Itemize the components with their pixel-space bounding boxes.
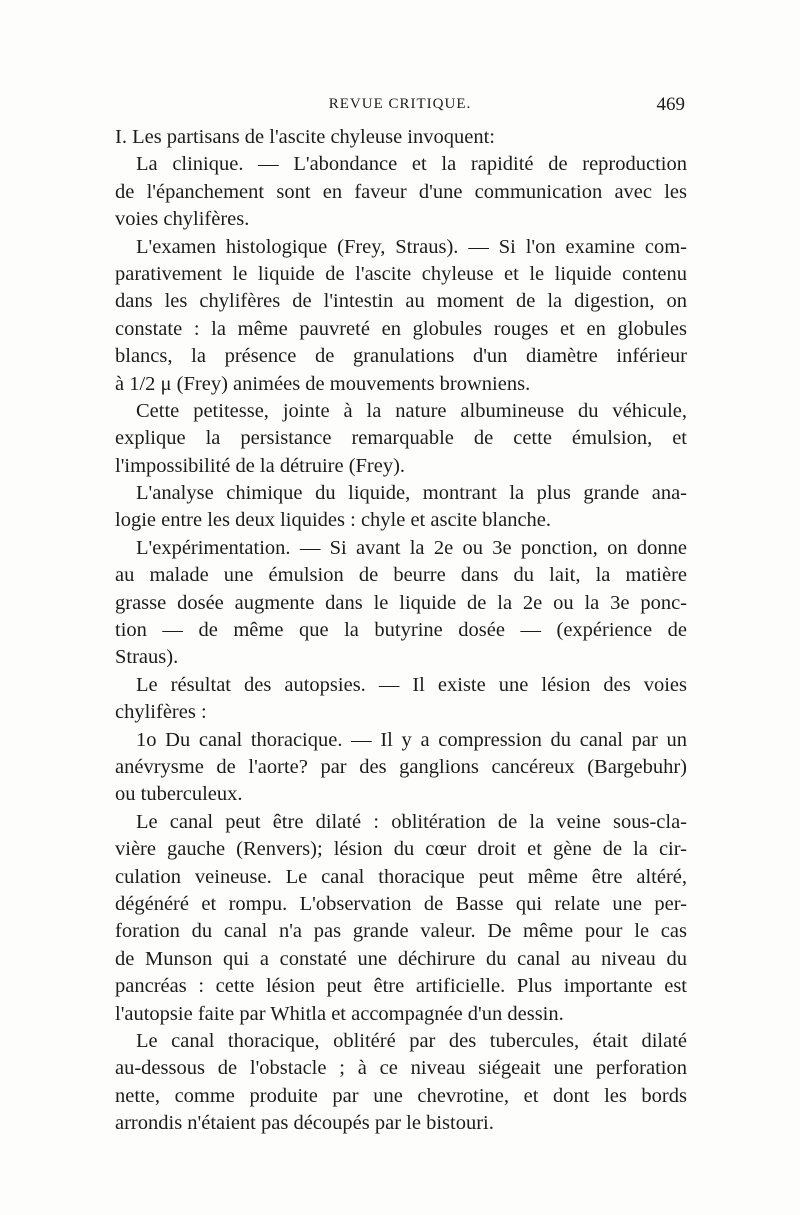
text-line: L'examen histologique (Frey, Straus). — Si l'on examine com- [136, 235, 687, 258]
text-line: logie entre les deux liquides : chyle et ascite blanche. [115, 509, 552, 532]
text-line: au malade une émulsion de beurre dans du lait, la matière [115, 564, 687, 587]
page-number: 469 [656, 94, 685, 115]
text-line: Le résultat des autopsies. — Il existe une lésion des voies [136, 673, 687, 696]
text-line: constate : la même pauvreté en globules rouges et en globules [115, 317, 687, 340]
text-line: culation veineuse. Le canal thoracique peut même être altéré, [115, 865, 687, 888]
text-line: chylifères : [115, 701, 207, 724]
text-line: l'impossibilité de la détruire (Frey). [115, 454, 406, 477]
text-line: 1o Du canal thoracique. — Il y a compression du canal par un [136, 728, 687, 751]
text-line: vière gauche (Renvers); lésion du cœur droit et gène de la cir- [115, 838, 687, 861]
text-line: I. Les partisans de l'ascite chyleuse invoquent: [115, 126, 495, 148]
text-line: Le canal thoracique, oblitéré par des tubercules, était dilaté [136, 1029, 687, 1052]
body-text [115, 124, 687, 1137]
text-line: pancréas : cette lésion peut être artificielle. Plus importante est [115, 975, 687, 998]
text-line: L'analyse chimique du liquide, montrant la plus grande ana- [136, 482, 687, 505]
text-line: explique la persistance remarquable de cette émulsion, et [115, 427, 687, 450]
text-line: voies chylifères. [115, 208, 250, 231]
text-line: blancs, la présence de granulations d'un diamètre inférieur [115, 345, 687, 368]
text-line: La clinique. — L'abondance et la rapidité de reproduction [136, 153, 687, 176]
text-line: anévrysme de l'aorte? par des ganglions cancéreux (Bargebuhr) [115, 755, 687, 778]
text-line: L'expérimentation. — Si avant la 2e ou 3e ponction, on donne [136, 536, 687, 559]
text-line: au-dessous de l'obstacle ; à ce niveau siégeait une perforation [115, 1057, 687, 1080]
text-line: Straus). [115, 646, 179, 669]
text-line: grasse dosée augmente dans le liquide de la 2e ou la 3e ponc- [115, 591, 687, 614]
text-line: Le canal peut être dilaté : oblitération de la veine sous-cla- [136, 810, 687, 833]
running-head [115, 96, 685, 120]
text-line: parativement le liquide de l'ascite chyleuse et le liquide contenu [115, 262, 687, 285]
text-line: l'autopsie faite par Whitla et accompagnée d'un dessin. [115, 1002, 564, 1025]
text-line: de l'épanchement sont en faveur d'une communication avec les [115, 180, 687, 203]
text-line: de Munson qui a constaté une déchirure du canal au niveau du [115, 947, 687, 970]
text-line: arrondis n'étaient pas découpés par le bistouri. [115, 1112, 494, 1135]
text-line: ou tuberculeux. [115, 783, 243, 806]
text-line: dégénéré et rompu. L'observation de Basse qui relate une per- [115, 892, 687, 915]
text-line: à 1/2 μ (Frey) animées de mouvements browniens. [115, 372, 531, 395]
text-line: Cette petitesse, jointe à la nature albumineuse du véhicule, [136, 399, 687, 422]
running-title: REVUE CRITIQUE. [328, 96, 472, 112]
text-line: nette, comme produite par une chevrotine, et dont les bords [115, 1084, 687, 1107]
text-line: foration du canal n'a pas grande valeur. De même pour le cas [115, 920, 687, 943]
text-line: dans les chylifères de l'intestin au moment de la digestion, on [115, 290, 687, 313]
text-line: tion — de même que la butyrine dosée — (expérience de [115, 619, 687, 642]
